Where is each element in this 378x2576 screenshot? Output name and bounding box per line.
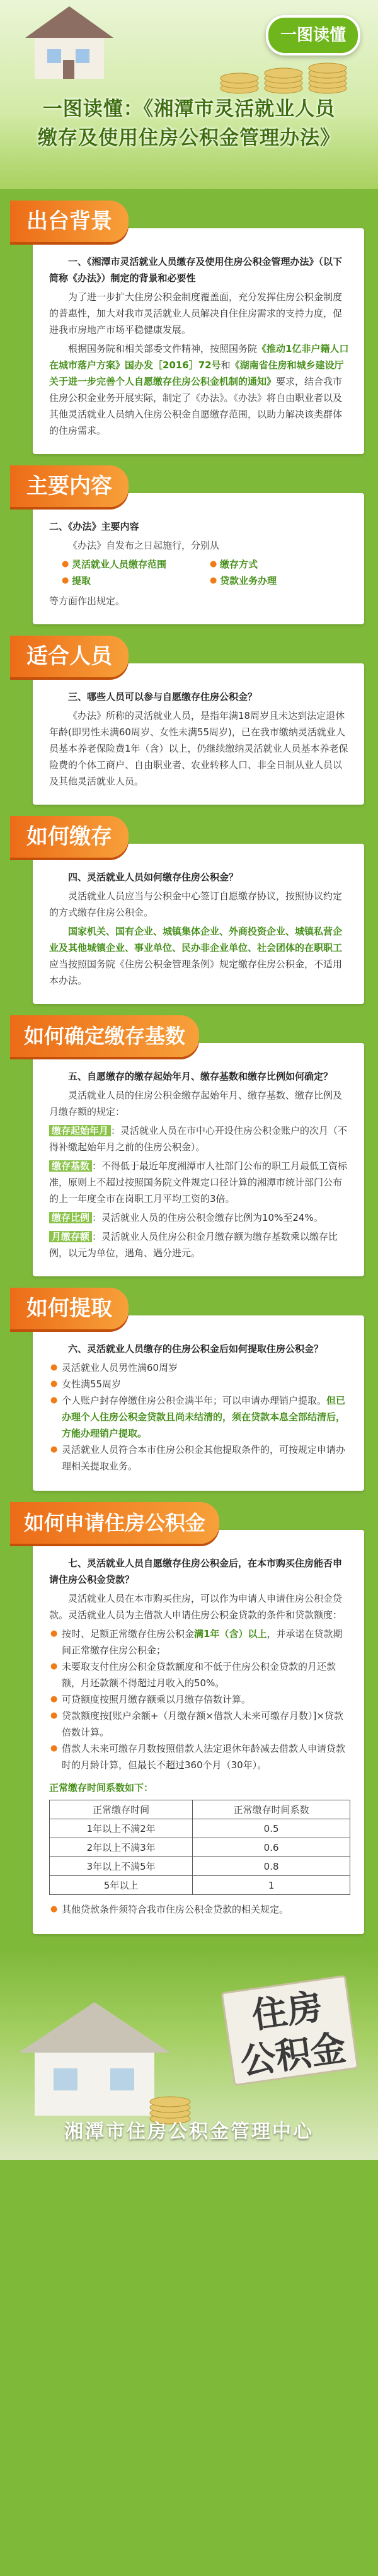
table-header-row xyxy=(50,1800,350,1819)
section-card xyxy=(33,228,364,454)
text: 应当按照国务院《住房公积金管理条例》规定缴存住房公积金，不适用本办法。 xyxy=(49,959,343,986)
list-item: ● 提取 xyxy=(60,573,202,589)
question-text: 七、灵活就业人员自愿缴存住房公积金后，在本市购买住房能否申请住房公积金贷款？ xyxy=(49,1558,343,1585)
paragraph: 灵活就业人员在本市购买住房，可以作为申请人申请住房公积金贷款。灵活就业人员为主借款人申请住房公积金贷款的条件和贷款额度： xyxy=(49,1593,343,1621)
question-text: 三、哪些人员可以参与自愿缴存住房公积金？ xyxy=(68,691,258,702)
section-withdraw xyxy=(14,1288,364,1491)
paragraph xyxy=(49,923,350,989)
rule-base xyxy=(49,1158,350,1207)
section-title: 如何确定缴存基数 xyxy=(10,1015,199,1057)
paragraph: 《办法》所称的灵活就业人员，是指年满18周岁且未达到法定退休年龄(即男性未满60周岁、女性未满55周岁)，已在我市缴纳灵活就业人员基本养老保险费1年（含）以上，仍继续缴纳灵活就业人员基本养老保险费的个体工商户、自由职业者、农业转移人口、非全日制从业人员以及其他灵活就业人员。 xyxy=(49,710,348,787)
column-header: 正常缴存时间系数 xyxy=(193,1800,350,1819)
rule-text: ：不得低于最近年度湘潭市人社部门公布的职工月最低工资标准，原则上不超过按照国务院文件规定口径计算的湘潭市统计部门公布的上一年度全市在岗职工月平均工资的3倍。 xyxy=(49,1160,348,1204)
section-base xyxy=(14,1015,364,1276)
rule-text: ：灵活就业人员的住房公积金缴存比例为10%至24%。 xyxy=(92,1212,323,1223)
paragraph: 等方面作出规定。 xyxy=(49,595,125,607)
policy-reference: 《湖南省住房和城乡建设厅关于进一步完善个人自愿缴存住房公积金机制的通知》 xyxy=(49,359,344,387)
organization-name: 湘潭市住房公积金管理中心 xyxy=(64,2121,314,2143)
table-title: 正常缴存时间系数如下： xyxy=(49,1782,154,1793)
paragraph: 《办法》自发布之日起施行，分别从 xyxy=(68,540,220,551)
title-line-1: 一图读懂：《湘潭市灵活就业人员 xyxy=(42,98,336,120)
section-title: 主要内容 xyxy=(10,465,129,507)
highlight-text: 但已办理个人住房公积金贷款且尚未结清的，须在贷款本息全部结清后，方能办理销户提取。 xyxy=(62,1395,346,1439)
text: 个人账户封存停缴住房公积金满半年； xyxy=(62,1395,223,1406)
table-cell: 5年以上 xyxy=(50,1876,193,1895)
loan-extra-list xyxy=(49,1901,350,1918)
section-content xyxy=(14,465,364,624)
rule-label: 缴存起始年月 xyxy=(49,1125,111,1136)
withdraw-list xyxy=(49,1360,350,1474)
badge-label: 一图读懂 xyxy=(266,15,360,55)
question-text: 五、自愿缴存的缴存起始年月、缴存基数和缴存比例如何确定？ xyxy=(68,1071,333,1082)
table-cell: 2年以上不满3年 xyxy=(50,1838,193,1857)
section-card xyxy=(33,1530,364,1934)
section-title: 出台背景 xyxy=(10,201,129,242)
list-item: ● 未要取支付住房公积金贷款额度和不低于住房公积金贷款的月还款额，月还款额不得超过月收入的50%。 xyxy=(49,1658,350,1691)
policy-reference: 《推动1亿非户籍人口在城市落户方案》国办发［2016］72号 xyxy=(49,343,349,371)
table-cell: 0.6 xyxy=(193,1838,350,1857)
sign-text: 公积金 xyxy=(238,2027,349,2083)
house-illustration-icon xyxy=(13,0,126,82)
list-item: ● 其他贷款条件须符合我市住房公积金贷款的相关规定。 xyxy=(49,1901,350,1918)
text: 可以申请办理销户提取。 xyxy=(222,1395,327,1406)
rule-start-month xyxy=(49,1122,350,1155)
table-row xyxy=(50,1819,350,1838)
rule-monthly-amount xyxy=(49,1228,350,1261)
question-text: 六、灵活就业人员缴存的住房公积金后如何提取住房公积金？ xyxy=(68,1343,324,1355)
page-title xyxy=(13,95,365,153)
highlight-text: 国家机关、国有企业、城镇集体企业、外商投资企业、城镇私营企业及其他城镇企业、事业单位、民办非企业单位、社会团体的在职职工 xyxy=(49,926,343,953)
question-text: 二、《办法》主要内容 xyxy=(49,521,139,532)
highlight-text: 满1年（含）以上 xyxy=(194,1628,267,1640)
section-background xyxy=(14,201,364,454)
rule-label: 缴存比例 xyxy=(49,1212,92,1223)
list-item: ● 缴存方式 xyxy=(209,556,350,573)
text: ，并承诺在贷款期间正常缴存住房公积金； xyxy=(62,1628,343,1656)
list-item xyxy=(49,1392,350,1442)
paragraph: 灵活就业人员应当与公积金中心签订自愿缴存协议，按照协议约定的方式缴存住房公积金。 xyxy=(49,890,343,918)
section-loan xyxy=(14,1502,364,1934)
rule-text: ：灵活就业人员在市中心开设住房公积金账户的次月（不得补缴起始年月之前的住房公积金）。 xyxy=(49,1125,348,1153)
title-line-2: 缴存及使用住房公积金管理办法》 xyxy=(38,127,340,149)
list-item: ● 灵活就业人员符合本市住房公积金其他提取条件的，可按规定申请办理相关提取业务。 xyxy=(49,1442,350,1474)
question-text: 一、《湘潭市灵活就业人员缴存及使用住房公积金管理办法》（以下简称《办法》）制定的背景和必要性 xyxy=(49,256,343,284)
section-card xyxy=(33,1315,364,1491)
text: 要求，结合我市住房公积金业务开展实际，制定了《办法》。《办法》将自由职业者以及其他灵活就业人员纳入住房公积金自愿缴存范围，以助力解决该类群体的住房需求。 xyxy=(49,376,343,436)
list-item: ● 借款人未来可缴存月数按照借款人法定退休年龄减去借款人申请贷款时的月龄计算，但最长不超过360个月（30年）。 xyxy=(49,1740,350,1773)
house-model-icon xyxy=(0,1977,208,2128)
table-cell: 3年以上不满5年 xyxy=(50,1857,193,1876)
rule-text: ：灵活就业人员住房公积金月缴存额为缴存基数乘以缴存比例，以元为单位，遇角、遇分进元。 xyxy=(49,1231,338,1259)
hero-header xyxy=(0,0,378,189)
list-item: ● 贷款额度按[账户余额+（月缴存额×借款人未来可缴存月数）]×贷款倍数计算。 xyxy=(49,1708,350,1740)
section-card xyxy=(33,663,364,805)
loan-conditions-list xyxy=(49,1626,350,1773)
list-item: ● 灵活就业人员男性满60周岁 xyxy=(49,1360,350,1376)
rule-label: 缴存基数 xyxy=(49,1160,92,1172)
section-card xyxy=(33,493,364,624)
section-title: 适合人员 xyxy=(10,636,129,677)
question-text: 四、灵活就业人员如何缴存住房公积金？ xyxy=(68,871,239,883)
section-title: 如何缴存 xyxy=(10,816,129,858)
sign-text: 住房 xyxy=(249,1985,325,2037)
rule-ratio xyxy=(49,1209,350,1226)
paragraph xyxy=(49,341,350,439)
table-cell: 0.8 xyxy=(193,1857,350,1876)
section-title: 如何申请住房公积金 xyxy=(10,1502,219,1544)
table-row xyxy=(50,1838,350,1857)
table-cell: 1年以上不满2年 xyxy=(50,1819,193,1838)
table-row xyxy=(50,1876,350,1895)
text: 和 xyxy=(220,359,231,371)
table-cell: 0.5 xyxy=(193,1819,350,1838)
list-item xyxy=(49,1626,350,1658)
rule-label: 月缴存额 xyxy=(49,1231,92,1242)
housing-fund-sign xyxy=(221,1975,359,2086)
text: 按时、足额正常缴存住房公积金 xyxy=(62,1628,195,1640)
table-row xyxy=(50,1857,350,1876)
list-item: ● 灵活就业人员缴存范围 xyxy=(60,556,202,573)
content-list xyxy=(49,556,350,589)
text: 根据国务院和相关部委文件精神，按照国务院 xyxy=(68,343,258,354)
paragraph: 为了进一步扩大住房公积金制度覆盖面，充分发挥住房公积金制度的普惠性，加大对我市灵活就业人员解决自住住房需求的支持力度，促进我市房地产市场平稳健康发展。 xyxy=(49,291,343,335)
section-card xyxy=(33,844,364,1004)
section-how-deposit xyxy=(14,816,364,1004)
list-item: ● 贷款业务办理 xyxy=(209,573,350,589)
paragraph: 灵活就业人员的住房公积金缴存起始年月、缴存基数、缴存比例及月缴存额的规定： xyxy=(49,1090,343,1117)
section-title: 如何提取 xyxy=(10,1288,129,1329)
footer xyxy=(0,1952,378,2160)
column-header: 正常缴存时间 xyxy=(50,1800,193,1819)
section-applicable xyxy=(14,636,364,805)
coefficient-table xyxy=(49,1800,350,1895)
section-card xyxy=(33,1043,364,1276)
list-item: ● 可贷额度按照月缴存额乘以月缴存倍数计算。 xyxy=(49,1691,350,1708)
list-item: ● 女性满55周岁 xyxy=(49,1376,350,1392)
table-cell: 1 xyxy=(193,1876,350,1895)
